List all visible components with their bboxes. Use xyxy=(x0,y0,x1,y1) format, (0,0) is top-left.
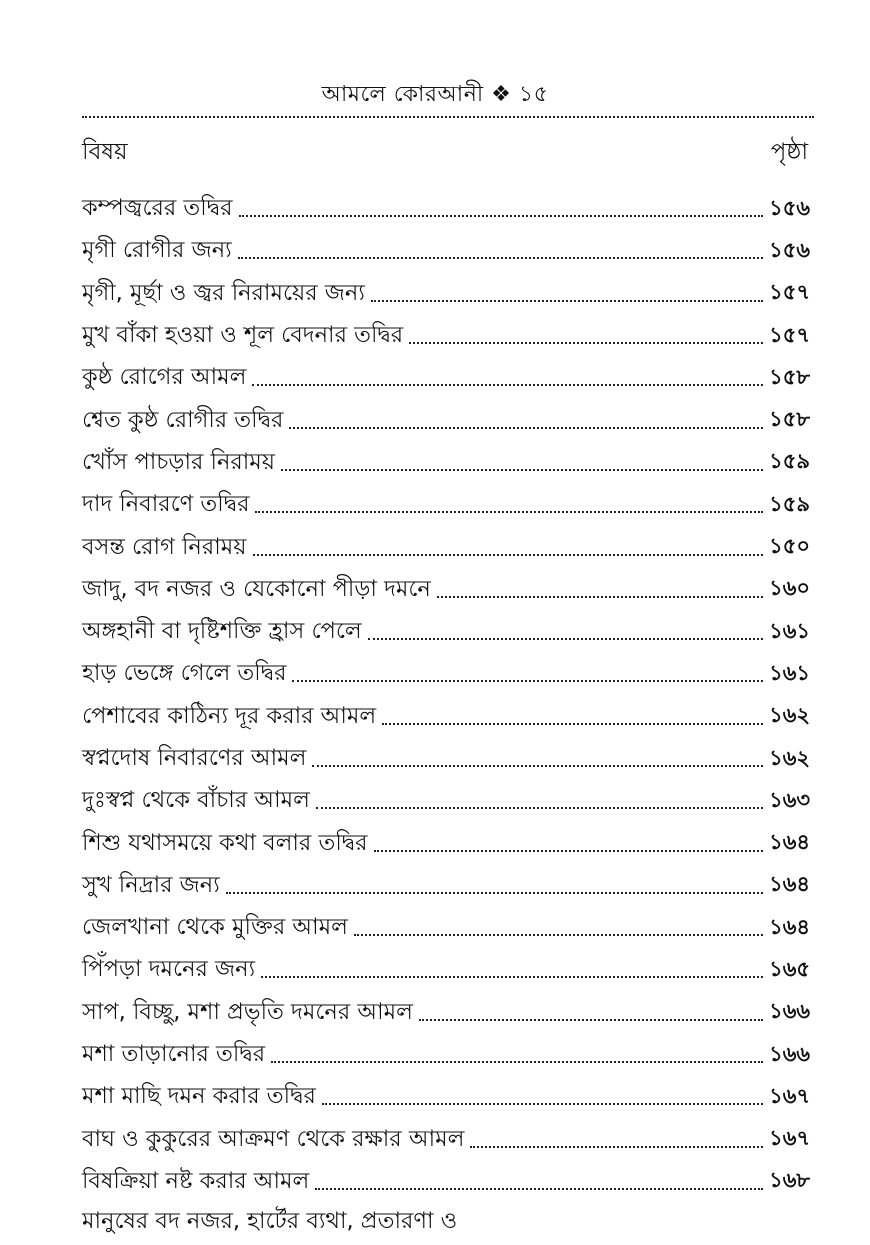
toc-entry xyxy=(82,526,810,568)
toc-entry-title: কুষ্ঠ রোগের আমল xyxy=(82,364,247,391)
toc-entry xyxy=(82,188,810,230)
toc-entry-title: খোঁস পাচড়ার নিরাময় xyxy=(82,448,276,475)
toc-entry xyxy=(82,611,810,653)
toc-entry-page: ১৬৬ xyxy=(769,1041,810,1066)
toc-entry-page: ১৬১ xyxy=(769,618,810,643)
dot-leader xyxy=(312,765,763,767)
toc-entry xyxy=(82,230,810,272)
table-of-contents xyxy=(82,188,810,1203)
toc-entry-page: ১৬৪ xyxy=(769,830,810,855)
toc-entry-title: বসন্ত রোগ নিরাময় xyxy=(82,533,247,560)
toc-entry-page: ১৫৯ xyxy=(769,449,810,474)
dot-leader xyxy=(261,976,763,978)
toc-entry-title: মশা তাড়ানোর তদ্বির xyxy=(82,1041,266,1068)
toc-entry-page: ১৬৮ xyxy=(769,1168,810,1193)
toc-entry xyxy=(82,484,810,526)
dot-leader xyxy=(470,1146,763,1148)
dot-leader xyxy=(289,427,763,429)
toc-entry xyxy=(82,569,810,611)
toc-entry-page: ১৬১ xyxy=(769,660,810,685)
dotted-rule xyxy=(82,116,814,118)
toc-entry xyxy=(82,1034,810,1076)
toc-entry-title: মুখ বাঁকা হওয়া ও শূল বেদনার তদ্বির xyxy=(82,322,404,349)
dot-leader xyxy=(315,1188,763,1190)
dot-leader xyxy=(252,384,763,386)
toc-entry xyxy=(82,780,810,822)
dot-leader xyxy=(382,723,763,725)
dot-leader xyxy=(419,1019,763,1021)
toc-entry-page: ১৫৬ xyxy=(769,195,810,220)
dot-leader xyxy=(409,342,763,344)
dot-leader xyxy=(437,596,763,598)
toc-entry-page: ১৬০ xyxy=(769,576,810,601)
toc-entry-title: শ্বেত কুষ্ঠ রোগীর তদ্বির xyxy=(82,406,284,433)
toc-entry-title: সাপ, বিচ্ছু, মশা প্রভৃতি দমনের আমল xyxy=(82,998,413,1025)
dot-leader xyxy=(226,892,763,894)
toc-entry-page: ১৫৮ xyxy=(769,407,810,432)
toc-entry xyxy=(82,992,810,1034)
continued-entry-text: মানুষের বদ নজর, হার্টের ব্যথা, প্রতারণা ও xyxy=(82,1208,458,1234)
dot-leader xyxy=(281,469,763,471)
toc-entry-page: ১৬২ xyxy=(769,745,810,770)
toc-entry xyxy=(82,696,810,738)
dot-leader xyxy=(253,554,764,556)
topic-column-label: বিষয় xyxy=(82,139,128,165)
running-title: আমলে কোরআনী ❖ ১৫ xyxy=(321,82,549,107)
toc-entry-page: ১৫৮ xyxy=(769,364,810,389)
toc-entry-title: পেশাবের কাঠিন্য দূর করার আমল xyxy=(82,702,377,729)
toc-entry-page: ১৬৭ xyxy=(769,1126,810,1151)
toc-entry-page: ১৫৭ xyxy=(769,280,810,305)
toc-entry-title: অঙ্গহানী বা দৃষ্টিশক্তি হ্রাস পেলে xyxy=(82,618,362,645)
toc-entry-page: ১৫০ xyxy=(769,534,810,559)
toc-entry-title: জেলখানা থেকে মুক্তির আমল xyxy=(82,914,348,941)
toc-entry xyxy=(82,399,810,441)
toc-entry xyxy=(82,357,810,399)
dot-leader xyxy=(368,638,763,640)
toc-entry-page: ১৬৪ xyxy=(769,914,810,939)
toc-entry xyxy=(82,738,810,780)
toc-entry-page: ১৬২ xyxy=(769,703,810,728)
dot-leader xyxy=(238,257,763,259)
dot-leader xyxy=(316,807,763,809)
toc-entry-title: কম্পজ্বরের তদ্বির xyxy=(82,195,233,222)
toc-entry-title: দুঃস্বপ্ন থেকে বাঁচার আমল xyxy=(82,787,310,814)
dot-leader xyxy=(354,934,763,936)
toc-entry xyxy=(82,1076,810,1118)
toc-entry-page: ১৬৫ xyxy=(769,956,810,981)
toc-entry-title: সুখ নিদ্রার জন্য xyxy=(82,871,220,898)
toc-entry-title: বাঘ ও কুকুরের আক্রমণ থেকে রক্ষার আমল xyxy=(82,1125,465,1152)
toc-entry xyxy=(82,865,810,907)
toc-entry-page: ১৫৯ xyxy=(769,491,810,516)
toc-entry-page: ১৬৬ xyxy=(769,999,810,1024)
toc-entry-page: ১৫৬ xyxy=(769,237,810,262)
dot-leader xyxy=(255,511,763,513)
toc-entry xyxy=(82,273,810,315)
toc-entry-title: পিঁপড়া দমনের জন্য xyxy=(82,956,256,983)
toc-entry-title: হাড় ভেঙ্গে গেলে তদ্বির xyxy=(82,660,287,687)
toc-entry xyxy=(82,442,810,484)
toc-entry-title: মশা মাছি দমন করার তদ্বির xyxy=(82,1083,316,1110)
toc-entry-title: জাদু, বদ নজর ও যেকোনো পীড়া দমনে xyxy=(82,575,431,602)
dot-leader xyxy=(292,680,763,682)
toc-entry xyxy=(82,1119,810,1161)
page-column-label: পৃষ্ঠা xyxy=(770,139,808,165)
dot-leader xyxy=(322,1103,763,1105)
toc-entry-title: স্বপ্নদোষ নিবারণের আমল xyxy=(82,745,307,771)
toc-entry-page: ১৬৭ xyxy=(769,1083,810,1108)
toc-entry-title: মৃগী, মূর্ছা ও জ্বর নিরাময়ের জন্য xyxy=(82,279,365,306)
dot-leader xyxy=(239,215,764,217)
toc-entry xyxy=(82,1161,810,1203)
dot-leader xyxy=(374,850,764,852)
dot-leader xyxy=(371,300,763,302)
toc-entry xyxy=(82,653,810,695)
toc-entry xyxy=(82,949,810,991)
toc-entry-title: শিশু যথাসময়ে কথা বলার তদ্বির xyxy=(82,829,368,856)
toc-entry-page: ১৬৪ xyxy=(769,872,810,897)
toc-entry-title: মৃগী রোগীর জন্য xyxy=(82,237,232,264)
toc-entry-title: দাদ নিবারণে তদ্বির xyxy=(82,491,250,518)
toc-entry xyxy=(82,315,810,357)
toc-entry xyxy=(82,822,810,864)
dot-leader xyxy=(271,1061,763,1063)
toc-entry-page: ১৬৩ xyxy=(769,787,810,812)
toc-entry xyxy=(82,907,810,949)
toc-entry-title: বিষক্রিয়া নষ্ট করার আমল xyxy=(82,1167,310,1194)
toc-entry-page: ১৫৭ xyxy=(769,322,810,347)
